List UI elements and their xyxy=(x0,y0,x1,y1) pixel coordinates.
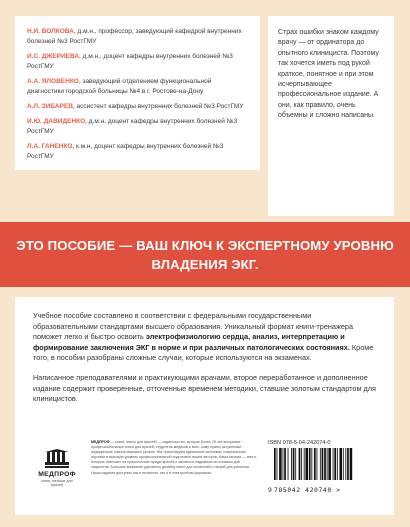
description xyxy=(15,297,394,405)
author-name: И.С. ДЖЕРИЕВА, xyxy=(27,53,81,60)
barcode-bar xyxy=(284,448,286,480)
barcode-bar xyxy=(304,448,305,480)
banner xyxy=(0,222,410,287)
logo-name: МЕДПРОФ xyxy=(38,471,76,478)
barcode-bar xyxy=(274,448,276,480)
book-icon xyxy=(43,449,71,469)
barcode-bar xyxy=(339,448,342,480)
barcode xyxy=(268,448,380,494)
publisher-info xyxy=(91,440,259,476)
author-entry xyxy=(27,77,248,97)
author-desc: д.м.н., доцент кафедры внутренних болезней №3 РостГМУ xyxy=(27,53,233,70)
barcode-bar xyxy=(291,448,292,480)
publisher-name: МЕДПРОФ xyxy=(91,440,110,444)
author-name: А.Л. ЗИБАРЕВ, xyxy=(27,103,75,110)
description-paragraph-1 xyxy=(33,311,376,364)
barcode-bar xyxy=(317,448,318,480)
barcode-bar xyxy=(279,448,282,480)
barcode-bar xyxy=(345,448,346,480)
barcode-bars xyxy=(274,448,378,480)
author-entry xyxy=(27,27,248,47)
barcode-bar xyxy=(333,448,334,480)
author-name: Н.И. ВОЛКОВА, xyxy=(27,28,76,35)
barcode-bar xyxy=(283,448,284,480)
barcode-bar xyxy=(343,448,344,480)
barcode-digits xyxy=(274,486,380,494)
author-name: Л.А. ГАНЕНКО, xyxy=(27,143,75,150)
barcode-number: 785042 420740 xyxy=(274,486,332,494)
barcode-bar xyxy=(328,448,331,480)
author-entry xyxy=(27,52,248,72)
barcode-bar xyxy=(314,448,316,480)
author-entry xyxy=(27,142,248,162)
barcode-bar xyxy=(320,448,321,480)
barcode-bar xyxy=(301,448,302,480)
author-desc: заведующий отделением функциональной диагностики городской больницы №4 в г. Ростове-на-Дону xyxy=(27,78,212,95)
desc1-part-c: Кроме того, в пособии разобраны сложные случаи, которые используются на экзаменах. xyxy=(33,342,374,363)
barcode-bar xyxy=(305,448,308,480)
quote-panel xyxy=(268,16,394,216)
barcode-bar xyxy=(324,448,326,480)
barcode-bar xyxy=(299,448,301,480)
publisher-text: — книги, много для врачей! — издательство, которое более 25 лет выпускает профессиональные книги для врачей, студентов-медиков и всех, кому нужны актуальные медицинские знания мирового уровня. Мы транслируем идеальные ключевые современные научные и высокую уровень профессиональной подготовки наших авторов. Наша миссия — книги, которые отвечают на практические нужды врачей и являются надежным источником для пациентов. Большое внимание уделяется дизайну книги для читателей и легкой для усвоения. Наши издания доступны как в печатном, так и в электронном форматах. xyxy=(91,440,257,475)
author-desc: к.м.н, доцент кафедры внутренних болезней №3 РостГМУ xyxy=(27,143,224,160)
publisher-logo xyxy=(37,449,77,487)
author-entry xyxy=(27,117,248,137)
barcode-bar xyxy=(347,448,349,480)
logo-subtitle: книги, меньше для врачей xyxy=(41,479,73,487)
barcode-bar xyxy=(337,448,338,480)
isbn-text: ISBN 978-5-04-242074-0 xyxy=(268,440,331,446)
barcode-lead-digit: 9 xyxy=(268,486,272,494)
author-desc: д.м.н, доцент кафедры внутренних болезней №3 РостГМУ xyxy=(27,118,238,135)
barcode-bar xyxy=(277,448,278,480)
barcode-bar xyxy=(322,448,324,480)
author-desc: д.м.н., профессор, заведующий кафедрой внутренних болезней №3 РостГМУ xyxy=(27,28,242,45)
description-paragraph-2: Написанное преподавателями и практикующими врачами, второе переработанное и дополненное издание содержит проверенные, отточенные временем методики, ставшие золотым стандартом для клиницистов. xyxy=(33,372,376,404)
author-desc: ассистент кафедры внутренних болезней №3 РостГМУ xyxy=(74,103,244,110)
author-entry xyxy=(27,102,248,112)
banner-text: ЭТО ПОСОБИЕ — ВАШ КЛЮЧ К ЭКСПЕРТНОМУ УРОВНЮ ВЛАДЕНИЯ ЭКГ. xyxy=(16,237,394,272)
barcode-bar xyxy=(327,448,328,480)
back-cover-footer xyxy=(15,432,394,515)
barcode-bar xyxy=(288,448,289,480)
barcode-bar xyxy=(295,448,296,480)
barcode-bar xyxy=(293,448,295,480)
barcode-bar xyxy=(311,448,312,480)
author-name: И.Ю. ДАВИДЕНКО, xyxy=(27,118,87,125)
barcode-end-mark: > xyxy=(336,486,341,494)
barcode-bar xyxy=(334,448,336,480)
isbn-block xyxy=(268,440,380,494)
desc1-bold: электрофизиологию сердца, анализ, интерпретацию и формирование заключения ЭКГ в норме и при различных патологических состояниях. xyxy=(33,332,350,352)
barcode-bar xyxy=(309,448,311,480)
quote-text: Страх ошибки знаком каждому врачу — от ординатора до опытного клинициста. Поэтому так хочется иметь под рукой краткое, понятное и при этом исчерпывающее профессиональное издание. А они, как правило, очень объемны и сложно написаны. xyxy=(278,29,379,120)
authors-panel xyxy=(15,16,260,170)
description-panel xyxy=(15,297,394,515)
barcode-bar xyxy=(350,448,353,480)
author-name: А.А. ЯЛОВЕНКО, xyxy=(27,78,81,85)
desc1-part-a: Учебное пособие составлено в соответствии с федеральными государственными образовательными стандартами высшего образования. Уникальный формат книги-тренажера поможет легко и быстро освоить xyxy=(33,311,354,342)
